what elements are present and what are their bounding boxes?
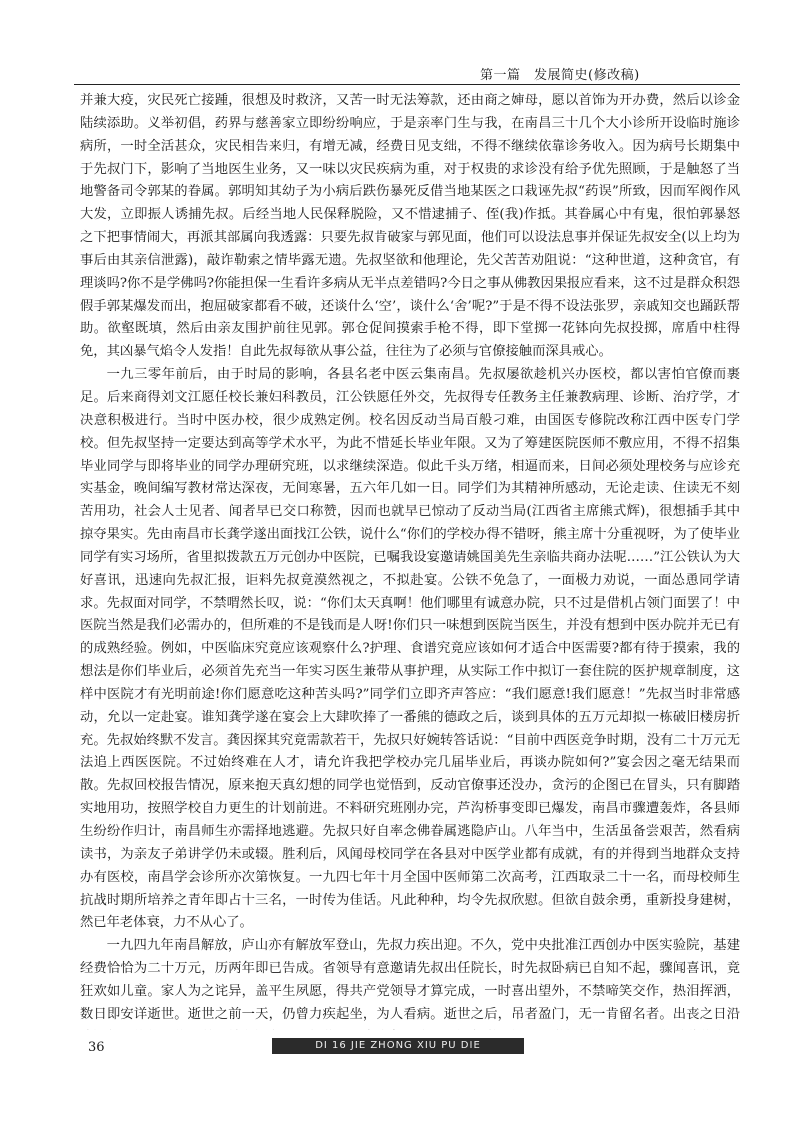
paragraph-3: 一九四九年南昌解放，庐山亦有解放军登山，先叔力疾出迎。不久，党中央批准江西创办中医实验院，基建经费恰恰为二十万元，历两年即已告成。省领导有意邀请先叔出任院长，时先叔卧病已自知不起，骤闻喜讯，竟狂欢如儿童。家人为之诧异，盖平生夙愿，得共产党领导才算完成，一时喜出望外，不禁啼笑交作，热泪挥洒，数日即安详逝世。逝世之前一天，仍曾力疾起坐，为人看病。逝世之后，吊者盈门，无一肯留名者。出丧之日沿 bbox=[80, 938, 740, 1022]
footer-series-banner: DI 16 JIE ZHONG XIU PU DIE bbox=[272, 1038, 524, 1054]
page-number: 36 bbox=[88, 1040, 105, 1055]
running-header: 第一篇 发展简史(修改稿) bbox=[480, 68, 640, 83]
body-text bbox=[80, 90, 740, 1030]
paragraph-1: 并兼大疫，灾民死亡接踵，很想及时救济，又苦一时无法筹款，还由商之婶母，愿以首饰为开办费，然后以诊金陆续添助。义举初倡，药界与慈善家立即纷纷响应，于是亲率门生与我，在南昌三十几个大小诊所开设临时施诊病所，一时全活甚众，灾民相告来归，有增无减，经费日见支绌，不得不继续依靠诊务收入。因为病号长期集中于先叔门下，影响了当地医生业务，又一味以灾民疾病为重，对于权贵的求诊没有给予优先照顾，于是触怒了当地警备司令郭某的眷属。郭明知其幼子为小病后跌伤暴死反借当地某医之口栽诬先叔“药误”所致，因而军阀作风大发，立即振人诱捕先叔。后经当地人民保释脱险，又不惜逮捕子、侄(我)作抵。其眷属心中有鬼，很怕郭暴怒之下把事情闹大，再派其部属向我透露：只要先叔肯破家与郭见面，他们可以设法息事并保证先叔安全(以上均为事后由其亲信泄露)，敲诈勒索之情毕露无遗。先叔坚欲和他理论，先父苦苦劝阻说：“这种世道，这种贪官，有理谈吗?你不是学佛吗?你能担保一生看许多病从无半点差错吗?今日之事从佛教因果报应看来，这不过是群众积怨假手郭某爆发而出，抱屈破家都看不破，还谈什么‘空’，谈什么‘舍’呢?”于是不得不设法张罗，亲戚知交也踊跃帮助。欲壑既填，然后由亲友围护前往见郭。郭仓促间摸索手枪不得，即下堂掷一花钵向先叔投掷，席盾中柱得免，其凶暴气焰令人发指！自此先叔每欲从事公益，往往为了必须与官僚接触而深具戒心。 bbox=[80, 93, 740, 360]
paragraph-2: 一九三零年前后，由于时局的影响，各县名老中医云集南昌。先叔屡欲趁机兴办医校，都以害怕官僚而裹足。后来商得刘文江愿任校长兼妇科教员，江公铁愿任外交，先叔得专任教务主任兼教病理、诊断、治疗学，才决意积极进行。当时中医办校，很少成熟定例。校名因反动当局百般刁难，由国医专修院改称江西中医专门学校。但先叔坚持一定要达到高等学术水平，为此不惜延长毕业年限。又为了筹建医院医师不敷应用，不得不招集毕业同学与即将毕业的同学办理研究班，以求继续深造。似此千头万绪，相逼而来，日间必须处理校务与应诊充实基金，晚间编写教材常达深夜，无间寒暑，五六年几如一日。同学们为其精神所感动，无论走读、住读无不刻苦用功，社会人士见者、闻者早已交口称赞，因而也就早已惊动了反动当局(江西省主席熊式辉)，很想插手其中掠夺果实。先由南昌市长龚学遂出面找江公铁，说什么“你们的学校办得不错呀，熊主席十分重视呀，为了使毕业同学有实习场所，省里拟拨款五万元创办中医院，已嘱我设宴邀请姚国美先生亲临共商办法呢……”江公铁认为大好喜讯，迅速向先叔汇报，讵料先叔竟漠然视之，不拟赴宴。公铁不免急了，一面极力劝说，一面怂恿同学请求。先叔面对同学，不禁喟然长叹，说：“你们太天真啊！他们哪里有诚意办院，只不过是借机占领门面罢了！中医院当然是我们必需办的，但所难的不是钱而是人呀!你们只一味想到医院当医生，并没有想到中医办院并无已有的成熟经验。例如，中医临床究竟应该观察什么?护理、食谱究竟应该如何才适合中医需要?都有待于摸索，我的想法是你们毕业后，必须首先充当一年实习医生兼带从事护理，从实际工作中拟订一套住院的医护规章制度，这样中医院才有光明前途!你们愿意吃这种苦头吗?”同学们立即齐声答应：“我们愿意!我们愿意！”先叔当时非常感动，允以一定赴宴。谁知龚学遂在宴会上大肆吹捧了一番熊的德政之后，谈到具体的五万元却拟一栋破旧楼房折充。先叔始终默不发言。龚因探其究竟需款若干，先叔只好婉转答话说：“目前中西医竞争时期，没有二十万元无法追上西医医院。不过始终难在人才，请允许我把学校办完几届毕业后，再谈办院如何?”宴会因之毫无结果而散。先叔回校报告情况，原来抱天真幻想的同学也觉悟到，反动官僚事还没办，贪污的企图已在冒头，只有脚踏实地用功，按照学校自力更生的计划前进。不料研究班刚办完，芦沟桥事变即已爆发，南昌市骤遭轰炸，各县师生纷纷作归计，南昌师生亦需择地逃避。先叔只好自率念佛眷属逃隐庐山。八年当中，生活虽备尝艰苦，然看病读书，为亲友子弟讲学仍未或辍。胜利后，风闻母校同学在各县对中医学业都有成就，有的并得到当地群众支持办有医校，南昌学会诊所亦次第恢复。一九四七年十月全国中医师第二次高考，江西取录二十一名，而母校师生抗战时期所培养之青年即占十三名，一时传为佳话。凡此种种，均令先叔欣慰。但欲自鼓余勇，重新投身建树，然已年老体衰，力不从心了。 bbox=[80, 367, 740, 931]
header-rule bbox=[74, 84, 740, 85]
